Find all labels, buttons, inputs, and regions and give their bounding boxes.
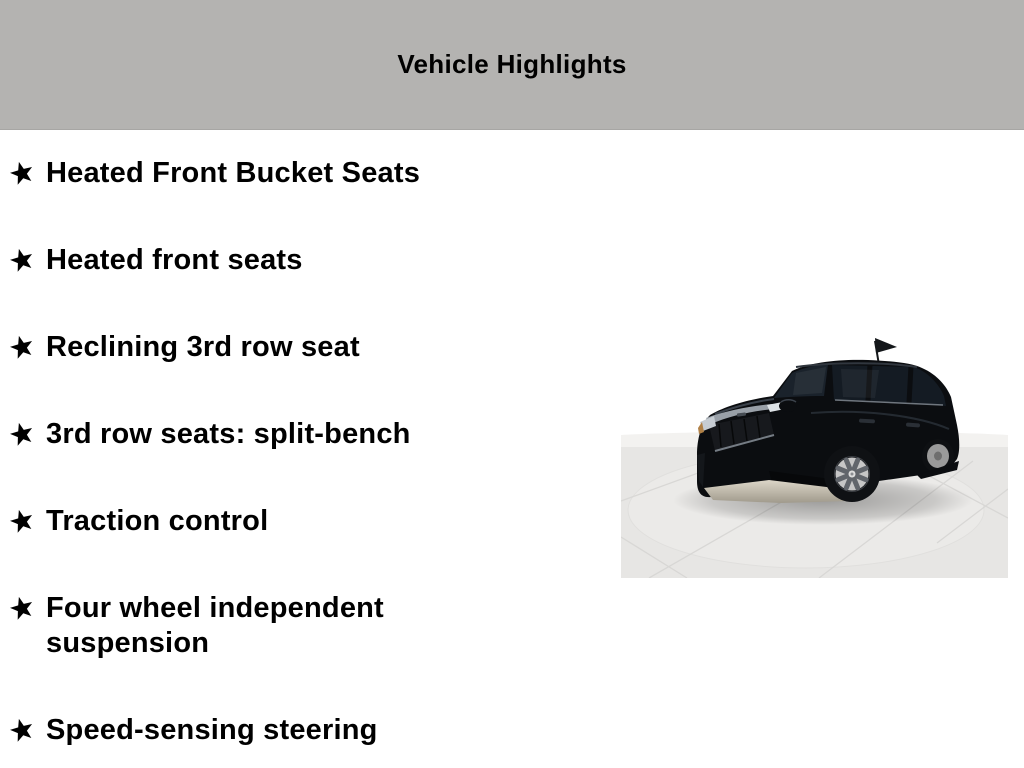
highlight-text: Reclining 3rd row seat: [46, 331, 360, 363]
star-bullet-icon: [9, 718, 35, 743]
star-bullet-icon: [9, 509, 35, 534]
highlight-item: [8, 504, 568, 539]
highlight-item: [8, 417, 568, 452]
header-banner: [0, 0, 1024, 130]
highlights-list: [0, 156, 568, 748]
page-title: Vehicle Highlights: [397, 49, 627, 79]
highlight-item: [8, 713, 568, 748]
highlight-item: [8, 243, 568, 278]
highlight-text: 3rd row seats: split-bench: [46, 418, 411, 450]
vehicle-photo: [621, 303, 1008, 578]
star-bullet-icon: [9, 422, 35, 447]
front-wheel: [824, 446, 880, 502]
highlight-item: [8, 591, 568, 661]
star-bullet-icon: [9, 596, 35, 621]
highlight-text: Traction control: [46, 505, 269, 537]
star-bullet-icon: [9, 335, 35, 360]
vehicle-photo-illustration: [621, 303, 1008, 578]
highlight-text: Heated Front Bucket Seats: [46, 157, 421, 189]
highlight-text: Four wheel independent suspension: [46, 592, 384, 659]
highlight-item: [8, 156, 568, 191]
highlight-text: Speed-sensing steering: [46, 714, 378, 746]
star-bullet-icon: [9, 161, 35, 186]
highlight-text: Heated front seats: [46, 244, 303, 276]
highlight-item: [8, 330, 568, 365]
star-bullet-icon: [9, 248, 35, 273]
